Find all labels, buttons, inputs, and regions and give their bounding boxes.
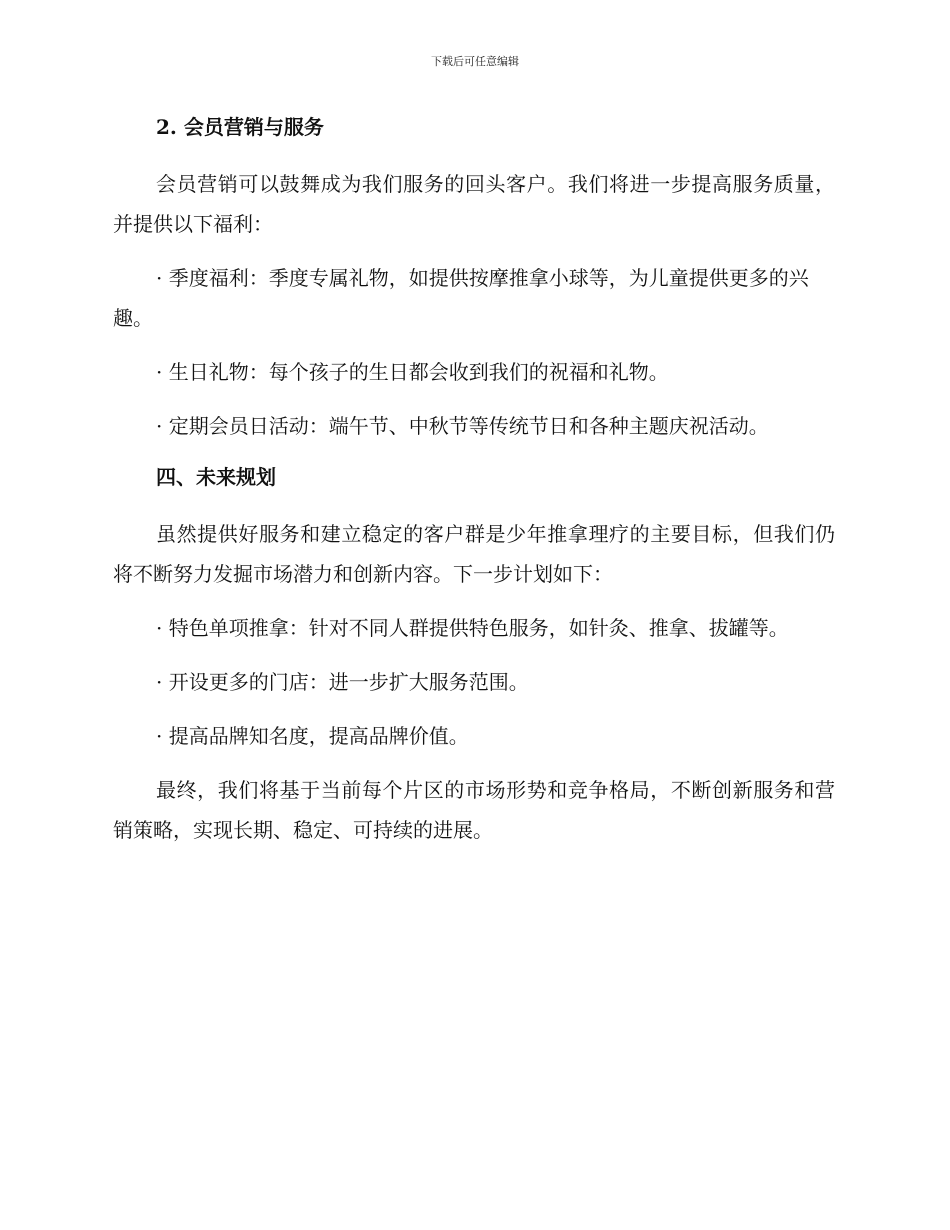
document-body	[113, 110, 835, 864]
section-heading-membership: 2. 会员营销与服务	[156, 115, 324, 139]
page-header: 下载后可任意编辑	[431, 55, 519, 68]
paragraph-conclusion: 最终，我们将基于当前每个片区的市场形势和竞争格局，不断创新服务和营销策略，实现长期、稳定、可持续的进展。	[113, 778, 835, 842]
section-heading-future-plan: 四、未来规划	[156, 465, 276, 489]
bullet-special-massage: · 特色单项推拿：针对不同人群提供特色服务，如针灸、推拿、拔罐等。	[156, 616, 789, 640]
bullet-birthday-gift: · 生日礼物：每个孩子的生日都会收到我们的祝福和礼物。	[156, 360, 669, 384]
bullet-more-stores: · 开设更多的门店：进一步扩大服务范围。	[156, 670, 529, 694]
bullet-member-day: · 定期会员日活动：端午节、中秋节等传统节日和各种主题庆祝活动。	[156, 414, 769, 438]
paragraph-membership-intro: 会员营销可以鼓舞成为我们服务的回头客户。我们将进一步提高服务质量，并提供以下福利：	[113, 172, 835, 236]
paragraph-future-intro: 虽然提供好服务和建立稳定的客户群是少年推拿理疗的主要目标，但我们仍将不断努力发掘市场潜力和创新内容。下一步计划如下：	[113, 522, 835, 586]
bullet-quarterly-benefit: · 季度福利：季度专属礼物，如提供按摩推拿小球等，为儿童提供更多的兴趣。	[113, 266, 809, 330]
bullet-brand-awareness: · 提高品牌知名度，提高品牌价值。	[156, 724, 469, 748]
